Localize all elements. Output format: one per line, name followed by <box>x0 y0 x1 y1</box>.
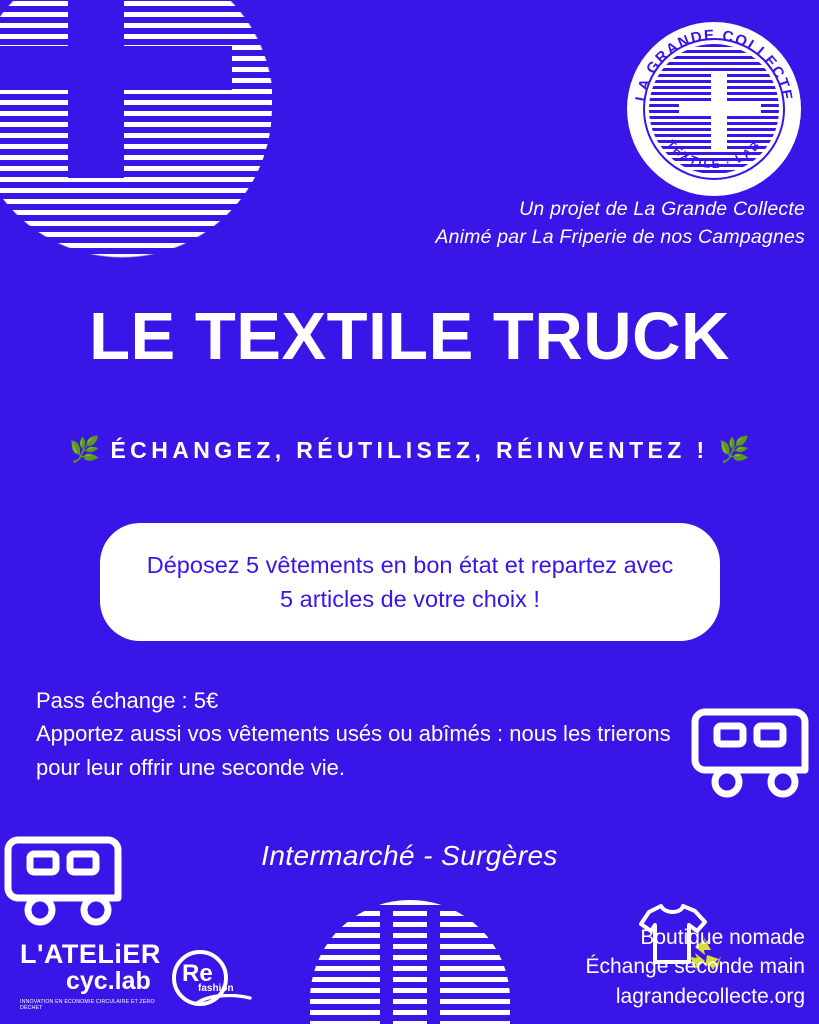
detail-line-1: Pass échange : 5€ <box>36 688 219 713</box>
poster-subtitle: ÉCHANGEZ, RÉUTILISEZ, RÉINVENTEZ ! <box>110 437 709 463</box>
offer-callout-text <box>147 548 673 616</box>
la-grande-collecte-badge <box>627 22 801 196</box>
striped-cross-motif <box>0 0 302 258</box>
truck-icon-right <box>691 692 815 804</box>
striped-disc <box>0 0 272 258</box>
offer-line-1: Déposez 5 vêtements en bon état et repartez avec <box>146 551 674 578</box>
refashion-swoosh-icon <box>194 994 252 1008</box>
badge-text-svg <box>627 22 801 196</box>
contact-block <box>586 923 806 1012</box>
half-disc-slot-left <box>380 908 393 1024</box>
subtitle-row <box>0 437 819 464</box>
event-location: Intermarché - Surgères <box>261 840 558 871</box>
badge-arc-top-text: LA GRANDE COLLECTE <box>632 26 796 103</box>
credits-block <box>435 196 805 251</box>
contact-line-2: Échange seconde main <box>585 955 805 979</box>
partner-logo-atelier-cyclab <box>20 938 161 1013</box>
credit-line-1: Un projet de La Grande Collecte <box>519 198 805 220</box>
offer-callout <box>100 523 720 641</box>
atelier-line-2: cyc.lab <box>66 966 151 995</box>
refashion-word: fashion <box>198 983 234 994</box>
badge-arc-bottom-text: TEXTILE · LAB <box>664 138 764 172</box>
refashion-mark: Re <box>182 960 213 987</box>
leaf-icon-left: 🌿 <box>69 436 101 464</box>
leaf-icon-right: 🌿 <box>718 436 750 464</box>
details-block <box>36 684 696 784</box>
offer-line-2: 5 articles de votre choix ! <box>280 586 540 612</box>
contact-line-1: Boutique nomade <box>640 925 805 949</box>
striped-half-disc-bottom <box>310 900 510 1024</box>
truck-icon-left <box>4 820 128 932</box>
detail-line-3: pour leur offrir une seconde vie. <box>36 754 345 780</box>
atelier-line-1: L'ATELiER <box>20 938 161 969</box>
partner-logo-refashion <box>172 950 258 1006</box>
contact-website[interactable]: lagrandecollecte.org <box>615 985 805 1009</box>
half-disc-slot-right <box>427 908 440 1024</box>
atelier-tagline: INNOVATION EN ÉCONOMIE CIRCULAIRE ET ZÉRO DÉCHET <box>20 998 155 1012</box>
detail-line-2: Apportez aussi vos vêtements usés ou abîmés : nous les trierons <box>36 721 671 747</box>
cross-horizontal-bar <box>0 46 232 90</box>
poster-title: LE TEXTILE TRUCK <box>89 299 730 374</box>
credit-line-2: Animé par La Friperie de nos Campagnes <box>435 225 805 248</box>
